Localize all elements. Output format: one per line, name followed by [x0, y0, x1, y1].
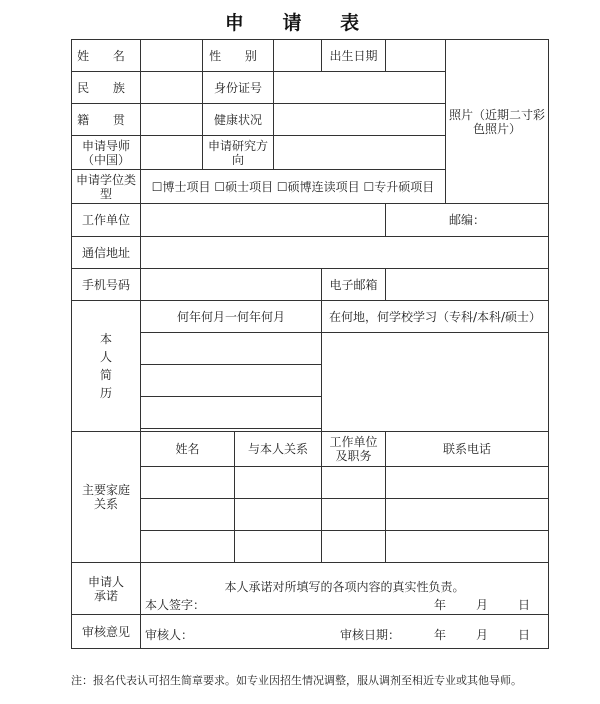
- hometown-field[interactable]: [141, 104, 203, 136]
- health-field[interactable]: [274, 104, 446, 136]
- row-address: [72, 237, 549, 269]
- family-header-row: [72, 432, 549, 467]
- family-work-cell[interactable]: [322, 531, 386, 563]
- address-field[interactable]: [141, 237, 549, 269]
- advisor-label: 申请导师（中国）: [72, 136, 141, 170]
- review-day: 日: [518, 628, 531, 642]
- application-form-table: [71, 39, 549, 649]
- id-number-label: 身份证号: [203, 72, 274, 104]
- gender-field[interactable]: [274, 40, 322, 72]
- review-label: 审核意见: [72, 615, 141, 649]
- family-label-text: 主要家庭关系: [81, 483, 130, 511]
- pledge-date: [434, 598, 544, 612]
- family-name-header: 姓名: [141, 432, 235, 467]
- resume-row: [72, 333, 549, 365]
- pledge-row: [72, 563, 549, 615]
- review-content[interactable]: [141, 615, 549, 649]
- postcode-label[interactable]: 邮编：: [386, 204, 549, 237]
- ethnicity-label: 民 族: [72, 72, 141, 104]
- family-work-cell[interactable]: [322, 499, 386, 531]
- name-label: 姓 名: [72, 40, 141, 72]
- family-relation-header: 与本人关系: [235, 432, 322, 467]
- gender-label: 性 别: [203, 40, 274, 72]
- resume-school-header: 在何地，何学校学习（专科/本科/硕士）: [322, 301, 549, 333]
- family-row: [72, 499, 549, 531]
- row-work-unit: [72, 204, 549, 237]
- work-unit-field[interactable]: [141, 204, 386, 237]
- family-relation-cell[interactable]: [235, 467, 322, 499]
- degree-option-upgrade[interactable]: ☐专升硕项目: [363, 179, 435, 194]
- pledge-year: 年: [433, 598, 446, 612]
- family-row: [72, 531, 549, 563]
- pledge-label-text: 申请人承诺: [87, 574, 124, 603]
- family-work-cell[interactable]: [322, 467, 386, 499]
- email-field[interactable]: [386, 269, 549, 301]
- family-name-cell[interactable]: [141, 467, 235, 499]
- review-year: 年: [433, 628, 446, 642]
- family-phone-cell[interactable]: [386, 467, 549, 499]
- degree-option-master[interactable]: ☐硕士项目: [214, 179, 274, 194]
- work-unit-label: 工作单位: [72, 204, 141, 237]
- resume-label: [72, 301, 141, 432]
- pledge-sign-row: [141, 598, 548, 614]
- research-label: 申请研究方向: [203, 136, 274, 170]
- email-label: 电子邮箱: [322, 269, 386, 301]
- hometown-label: 籍 贯: [72, 104, 141, 136]
- health-label: 健康状况: [203, 104, 274, 136]
- row-basic-1: [72, 40, 549, 72]
- review-date: [434, 628, 544, 642]
- family-phone-cell[interactable]: [386, 499, 549, 531]
- resume-school-cell[interactable]: [322, 333, 549, 432]
- ethnicity-field[interactable]: [141, 72, 203, 104]
- review-row: [72, 615, 549, 649]
- review-date-label: 审核日期：: [339, 628, 400, 642]
- degree-option-phd[interactable]: ☐博士项目: [151, 179, 211, 194]
- review-sign-row: [141, 628, 548, 648]
- resume-period-cell[interactable]: [141, 365, 322, 397]
- pledge-content[interactable]: [141, 563, 549, 615]
- review-date-group: [340, 628, 544, 642]
- family-name-cell[interactable]: [141, 531, 235, 563]
- family-relation-cell[interactable]: [235, 531, 322, 563]
- family-work-header: [322, 432, 386, 467]
- birthdate-field[interactable]: [386, 40, 446, 72]
- family-label: [72, 432, 141, 563]
- family-work-header-text: 工作单位及职务: [329, 435, 378, 463]
- resume-period-header: 何年何月一何年何月: [141, 301, 322, 333]
- photo-label: 照片（近期二寸彩色照片）: [449, 107, 546, 136]
- family-phone-cell[interactable]: [386, 531, 549, 563]
- degree-type-label: 申请学位类型: [72, 170, 141, 204]
- name-field[interactable]: [141, 40, 203, 72]
- advisor-field[interactable]: [141, 136, 203, 170]
- review-month: 月: [475, 628, 488, 642]
- pledge-month: 月: [475, 598, 488, 612]
- row-contact: [72, 269, 549, 301]
- pledge-text: 本人承诺对所填写的各项内容的真实性负责。: [224, 580, 465, 594]
- family-row: [72, 467, 549, 499]
- resume-period-cell[interactable]: [141, 397, 322, 429]
- resume-header-row: [72, 301, 549, 333]
- birthdate-label: 出生日期: [322, 40, 386, 72]
- pledge-day: 日: [518, 598, 531, 612]
- family-phone-header: 联系电话: [386, 432, 549, 467]
- footnote: 注：报名代表认可招生简章要求。如专业因招生情况调整，服从调剂至相近专业或其他导师。: [71, 674, 522, 687]
- mobile-label: 手机号码: [72, 269, 141, 301]
- research-field[interactable]: [274, 136, 446, 170]
- reviewer-label: 审核人：: [145, 628, 194, 642]
- address-label: 通信地址: [72, 237, 141, 269]
- photo-area[interactable]: [446, 40, 549, 204]
- family-name-cell[interactable]: [141, 499, 235, 531]
- resume-period-cell[interactable]: [141, 333, 322, 365]
- degree-options: [141, 170, 446, 204]
- family-relation-cell[interactable]: [235, 499, 322, 531]
- page-title: 申 请 表: [224, 12, 376, 34]
- resume-label-text: 本人简历: [99, 332, 112, 400]
- degree-option-combined[interactable]: ☐硕博连读项目: [276, 179, 360, 194]
- mobile-field[interactable]: [141, 269, 322, 301]
- id-number-field[interactable]: [274, 72, 446, 104]
- pledge-sign-label: 本人签字：: [145, 598, 206, 612]
- pledge-label: [72, 563, 141, 615]
